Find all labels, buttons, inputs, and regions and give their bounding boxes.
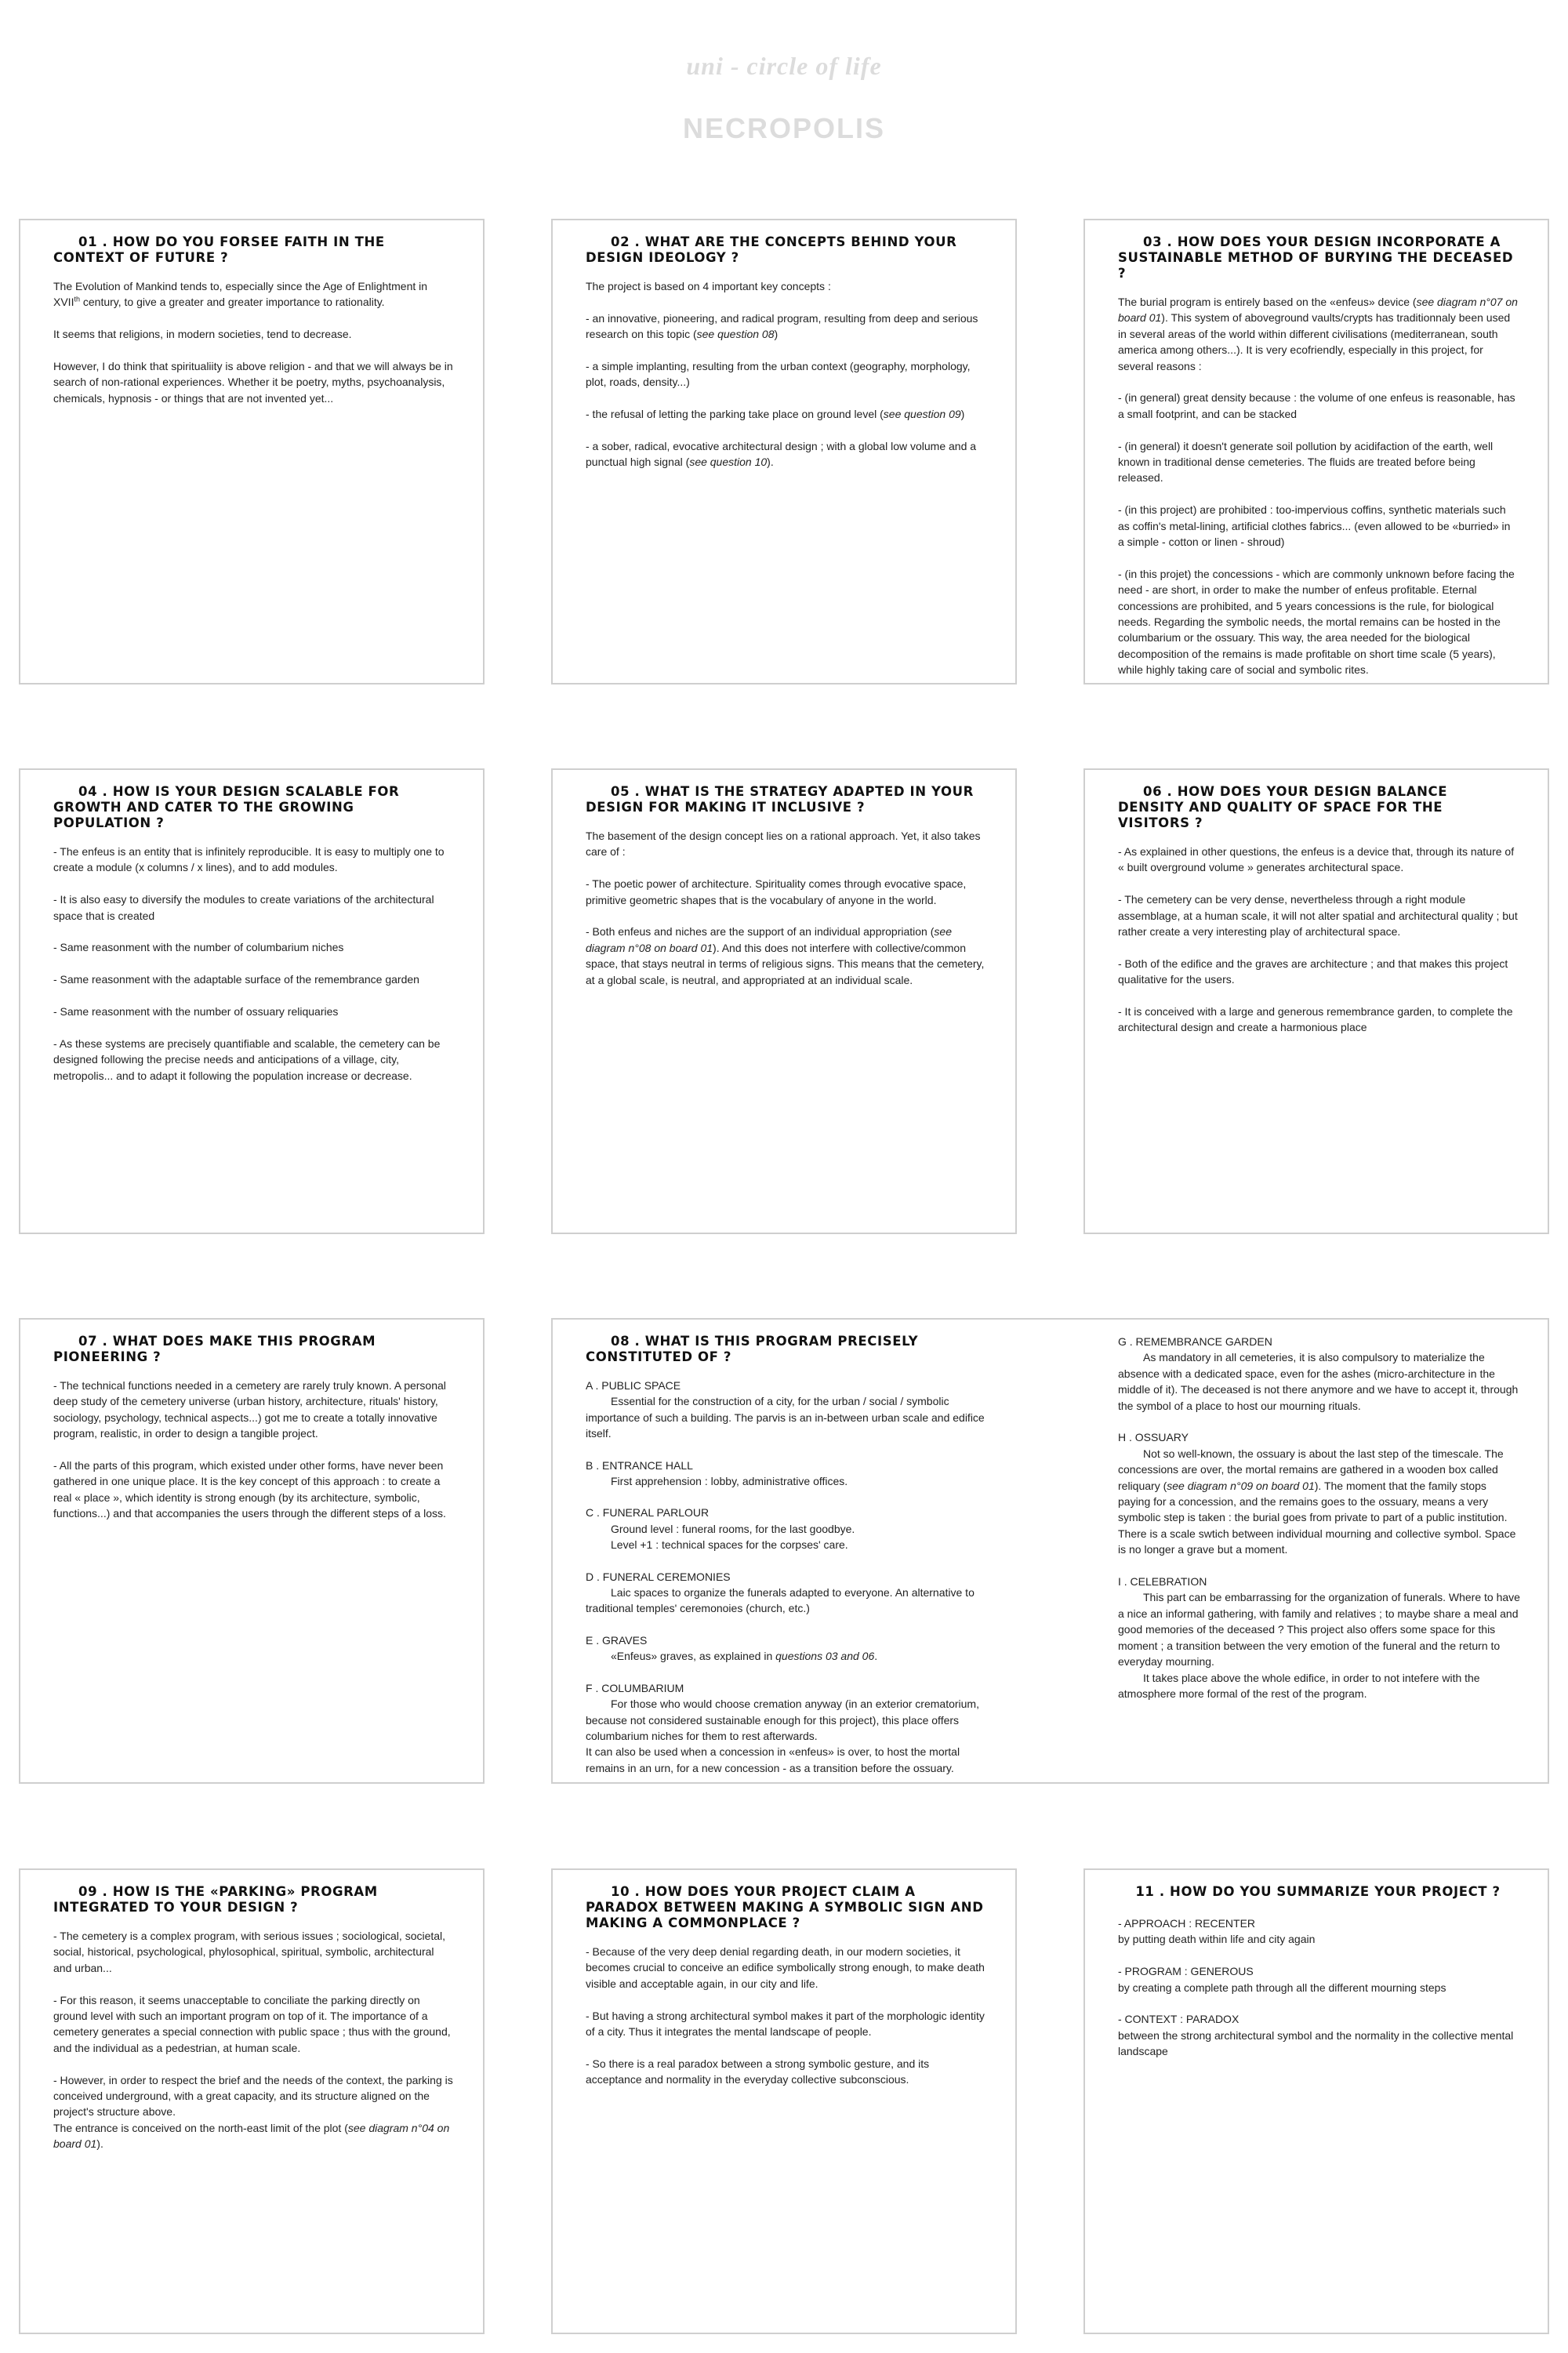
answer-paragraph: - Because of the very deep denial regarding death, in our modern societies, it becomes crucial to conceive an edifice symbolically strong enough, to make death visible and acceptable again, in our city and life. xyxy=(586,1945,985,1990)
question-card-06 xyxy=(1083,768,1549,1234)
program-item-heading: G . REMEMBRANCE GARDEN xyxy=(1118,1335,1272,1348)
answer-paragraph: - The cemetery is a complex program, with serious issues ; sociological, societal, social, historical, psychological, phylosophical, spiritual, symbolic, architectural and urban... xyxy=(53,1930,446,1974)
summary-heading: - APPROACH : RECENTER xyxy=(1118,1917,1256,1930)
question-title: 05 . WHAT IS THE STRATEGY ADAPTED IN YOUR DESIGN FOR MAKING IT INCLUSIVE ? xyxy=(586,784,974,815)
program-item-text: Level +1 : technical spaces for the corpses' care. xyxy=(611,1538,848,1552)
program-item-heading: F . COLUMBARIUM xyxy=(586,1681,684,1694)
answer-paragraph: - Same reasonment with the adaptable surface of the remembrance garden xyxy=(53,973,419,986)
answer-paragraph: - The poetic power of architecture. Spirituality comes through evocative space, primitive geometric shapes that is the vocabulary of anyone in the world. xyxy=(586,877,967,906)
question-card-07 xyxy=(19,1318,485,1784)
program-item xyxy=(586,1680,989,1776)
question-card-04 xyxy=(19,768,485,1234)
program-item-text: It can also be used when a concession in «enfeus» is over, to host the mortal remains in an urn, for a new concession - as a transition before the ossuary. xyxy=(586,1745,960,1774)
program-item xyxy=(586,1569,989,1617)
summary-item xyxy=(1118,1963,1518,1995)
question-title: 02 . WHAT ARE THE CONCEPTS BEHIND YOUR DESIGN IDEOLOGY ? xyxy=(586,234,957,265)
page-title: NECROPOLIS xyxy=(682,112,886,144)
question-title: 07 . WHAT DOES MAKE THIS PROGRAM PIONEERING ? xyxy=(53,1334,376,1364)
question-title: 03 . HOW DOES YOUR DESIGN INCORPORATE A SUSTAINABLE METHOD OF BURYING THE DECEASED ? xyxy=(1118,234,1514,281)
program-item xyxy=(586,1378,989,1442)
program-item-heading: I . CELEBRATION xyxy=(1118,1575,1207,1589)
answer-paragraph: It seems that religions, in modern societies, tend to decrease. xyxy=(53,328,352,341)
answer-paragraph: - a sober, radical, evocative architectural design ; with a global low volume and a punctual high signal (see question 10). xyxy=(586,440,977,469)
question-card-10 xyxy=(551,1868,1017,2334)
program-item-text: «Enfeus» graves, as explained in questions 03 and 06. xyxy=(611,1650,878,1663)
answer-paragraph: - The technical functions needed in a cemetery are rarely truly known. A personal deep study of the cemetery universe (urban history, architecture, rituals' history, sociology, psychology, technical aspects...) got me to create a totally innovative program, realistic, in order to design a tangible project. xyxy=(53,1379,446,1440)
answer-paragraph: The Evolution of Mankind tends to, especially since the Age of Enlightment in XVIIth century, to give a greater and greater importance to rationality. xyxy=(53,280,428,309)
answer-paragraph: - the refusal of letting the parking take place on ground level (see question 09) xyxy=(586,408,965,421)
program-item xyxy=(1118,1334,1521,1414)
program-item xyxy=(586,1505,989,1552)
answer-paragraph: - For this reason, it seems unacceptable to conciliate the parking directly on ground level with such an important program on top of it. The importance of a cemetery generates a special connection with public space ; thus with the ground, and the individual as a pedestrian, at human scale. xyxy=(53,1993,451,2054)
summary-item xyxy=(1118,1915,1518,1948)
program-item-text: Not so well-known, the ossuary is about the last step of the timescale. The concessions are over, the mortal remains are gathered in a wooden box called reliquary (see diagram n°09 on board 01). The moment that the family stops paying for a concession, and the remains goes to the ossuary, means a very symbolic step is taken : the burial goes from private to part of a public institution. There is a scale swtich between individual mourning and collective symbol. Space is no longer a grave but a moment. xyxy=(1118,1447,1516,1556)
summary-text: between the strong architectural symbol and the normality in the collective mental landscape xyxy=(1118,2028,1514,2058)
summary-heading: - PROGRAM : GENEROUS xyxy=(1118,1965,1254,1978)
answer-paragraph: - Both enfeus and niches are the support of an individual appropriation (see diagram n°08 on board 01). And this does not interfere with collective/common space, that stays neutral in terms of religious signs. This means that the cemetery, at a global scale, is neutral, and appropriated at an individual scale. xyxy=(586,925,985,986)
program-item-text: Ground level : funeral rooms, for the last goodbye. xyxy=(611,1522,855,1535)
summary-heading: - CONTEXT : PARADOX xyxy=(1118,2013,1240,2026)
summary-item xyxy=(1118,2011,1518,2059)
answer-paragraph: - It is conceived with a large and generous remembrance garden, to complete the architectural design and create a harmonious place xyxy=(1118,1005,1513,1034)
question-card-03 xyxy=(1083,219,1549,684)
program-item-heading: C . FUNERAL PARLOUR xyxy=(586,1506,710,1520)
answer-paragraph: - The enfeus is an entity that is infinitely reproducible. It is easy to multiply one to create a module (x columns / x lines), and to add modules. xyxy=(53,845,445,874)
question-card-02 xyxy=(551,219,1017,684)
question-title: 01 . HOW DO YOU FORSEE FAITH IN THE CONTEXT OF FUTURE ? xyxy=(53,234,385,265)
answer-paragraph: - But having a strong architectural symbol makes it part of the morphologic identity of a city. Thus it integrates the mental landscape of people. xyxy=(586,2009,985,2039)
program-item xyxy=(586,1458,989,1490)
answer-paragraph: - Same reasonment with the number of ossuary reliquaries xyxy=(53,1005,339,1018)
program-item xyxy=(1118,1429,1521,1557)
question-title: 10 . HOW DOES YOUR PROJECT CLAIM A PARADOX BETWEEN MAKING A SYMBOLIC SIGN AND MAKING A COMMONPLACE ? xyxy=(586,1884,984,1930)
program-item-text: As mandatory in all cemeteries, it is also compulsory to materialize the absence with a dedicated space, even for the ashes (micro-architecture in the middle of it). The deceased is not there anymore and we have to accept it, through the symbol of a place to host our mourning rituals. xyxy=(1118,1351,1519,1412)
program-item-text: For those who would choose cremation anyway (in an exterior crematorium, because not considered sustainable enough for this project), this place offers columbarium niches for them to rest afterwards. xyxy=(586,1698,979,1742)
question-card-09 xyxy=(19,1868,485,2334)
program-item-heading: B . ENTRANCE HALL xyxy=(586,1458,693,1472)
answer-paragraph: - However, in order to respect the brief and the needs of the context, the parking is conceived underground, with a great capacity, and its structure aligned on the project's structure above. xyxy=(53,2073,453,2119)
question-card-08 xyxy=(551,1318,1549,1784)
program-item-text: This part can be embarrassing for the organization of funerals. Where to have a nice an informal gathering, with family and relatives ; to maybe share a meal and good memories of the deceased ? This project also offers some space for this moment ; a transition between the very emotion of the funeral and the return to everyday mourning. xyxy=(1118,1591,1520,1669)
program-item-text: It takes place above the whole edifice, in order to not intefere with the atmosphere more formal of the rest of the program. xyxy=(1118,1671,1480,1700)
page-subtitle: uni - circle of life xyxy=(686,52,882,80)
question-title: 04 . HOW IS YOUR DESIGN SCALABLE FOR GROWTH AND CATER TO THE GROWING POPULATION ? xyxy=(53,784,400,830)
answer-paragraph: - Both of the edifice and the graves are architecture ; and that makes this project qualitative for the users. xyxy=(1118,957,1508,986)
program-item-heading: A . PUBLIC SPACE xyxy=(586,1379,681,1392)
summary-text: by creating a complete path through all the different mourning steps xyxy=(1118,1981,1446,1994)
answer-paragraph: - a simple implanting, resulting from the urban context (geography, morphology, plot, roads, density...) xyxy=(586,360,971,389)
answer-paragraph: The basement of the design concept lies on a rational approach. Yet, it also takes care of : xyxy=(586,830,981,859)
program-item-text: Laic spaces to organize the funerals adapted to everyone. An alternative to traditional temples' ceremonoies (church, etc.) xyxy=(586,1586,975,1615)
program-item-text: Essential for the construction of a city, for the urban / social / symbolic importance of such a building. The parvis is an in-between urban scale and edifice itself. xyxy=(586,1395,985,1440)
question-title: 11 . HOW DO YOU SUMMARIZE YOUR PROJECT ? xyxy=(1135,1884,1501,1899)
program-item-text: First apprehension : lobby, administrative offices. xyxy=(611,1475,848,1488)
program-item-heading: H . OSSUARY xyxy=(1118,1431,1189,1444)
answer-paragraph: - So there is a real paradox between a strong symbolic gesture, and its acceptance and normality in the everyday collective subconscious. xyxy=(586,2057,930,2086)
question-title: 06 . HOW DOES YOUR DESIGN BALANCE DENSITY AND QUALITY OF SPACE FOR THE VISITORS ? xyxy=(1118,784,1448,830)
answer-paragraph: - As explained in other questions, the enfeus is a device that, through its nature of « built overground volume » generates architectural space. xyxy=(1118,845,1515,874)
program-item xyxy=(1118,1574,1521,1701)
answer-paragraph: - (in general) it doesn't generate soil pollution by acidifaction of the earth, well known in traditional dense cemeteries. The fluids are treated before being released. xyxy=(1118,439,1494,485)
program-item xyxy=(586,1632,989,1665)
answer-paragraph: The entrance is conceived on the north-east limit of the plot (see diagram n°04 on board 01). xyxy=(53,2121,450,2151)
answer-paragraph: - (in general) great density because : the volume of one enfeus is reasonable, has a small footprint, and can be stacked xyxy=(1118,391,1515,420)
program-item-heading: E . GRAVES xyxy=(586,1633,648,1647)
program-item-heading: D . FUNERAL CEREMONIES xyxy=(586,1570,731,1583)
answer-paragraph: The project is based on 4 important key concepts : xyxy=(586,280,831,292)
answer-paragraph: The burial program is entirely based on the «enfeus» device (see diagram n°07 on board 01). This system of aboveground vaults/crypts has traditionnaly been used in several areas of the world within different civilisations (mediterranean, south america among others...). It is very ecofriendly, especially in this project, for several reasons : xyxy=(1118,296,1518,372)
answer-paragraph: - The cemetery can be very dense, nevertheless through a right module assemblage, at a human scale, it will not alter spatial and architectural quality ; but rather create a very interesting play of architectural space. xyxy=(1118,893,1518,939)
answer-paragraph: - Same reasonment with the number of columbarium niches xyxy=(53,941,344,954)
summary-text: by putting death within life and city again xyxy=(1118,1933,1316,1946)
question-title: 09 . HOW IS THE «PARKING» PROGRAM INTEGRATED TO YOUR DESIGN ? xyxy=(53,1884,378,1915)
question-card-05 xyxy=(551,768,1017,1234)
answer-paragraph: However, I do think that spiritualiity is above religion - and that we will always be in search of non-rational experiences. Whether it be poetry, myths, psychoanalysis, chemicals, hypnosis - or things that are not invented yet... xyxy=(53,360,453,405)
question-card-01 xyxy=(19,219,485,684)
answer-paragraph: - It is also easy to diversify the modules to create variations of the architectural space that is created xyxy=(53,893,434,922)
answer-paragraph: - All the parts of this program, which existed under other forms, have never been gathered in one unique place. It is the key concept of this approach : to create a real « place », which identity is strong enough (by its architecture, symbolic, functions...) and that accompanies the users through the different steps of a loss. xyxy=(53,1459,446,1520)
answer-paragraph: - an innovative, pioneering, and radical program, resulting from deep and serious research on this topic (see question 08) xyxy=(586,311,978,341)
question-card-11 xyxy=(1083,1868,1549,2334)
answer-paragraph: - (in this projet) the concessions - which are commonly unknown before facing the need - are short, in order to make the number of enfeus profitable. Eternal concessions are prohibited, and 5 years concessions is the rule, for biological needs. Regarding the symbolic needs, the mortal remains can be hosted in the columbarium or the ossuary. This way, the area needed for the biological decomposition of the remains is made profitable on short time scale (5 years), while highly taking care of social and symbolic rites. xyxy=(1118,567,1515,677)
answer-paragraph: - (in this project) are prohibited : too-impervious coffins, synthetic materials such as coffin's metal-lining, artificial clothes fabrics... (even allowed to be «burried» in a simple - cotton or linen - shroud) xyxy=(1118,503,1511,549)
answer-paragraph: - As these systems are precisely quantifiable and scalable, the cemetery can be designed following the precise needs and anticipations of a village, city, metropolis... and to adapt it following the population increase or decrease. xyxy=(53,1037,441,1082)
question-title: 08 . WHAT IS THIS PROGRAM PRECISELY CONSTITUTED OF ? xyxy=(586,1334,919,1364)
